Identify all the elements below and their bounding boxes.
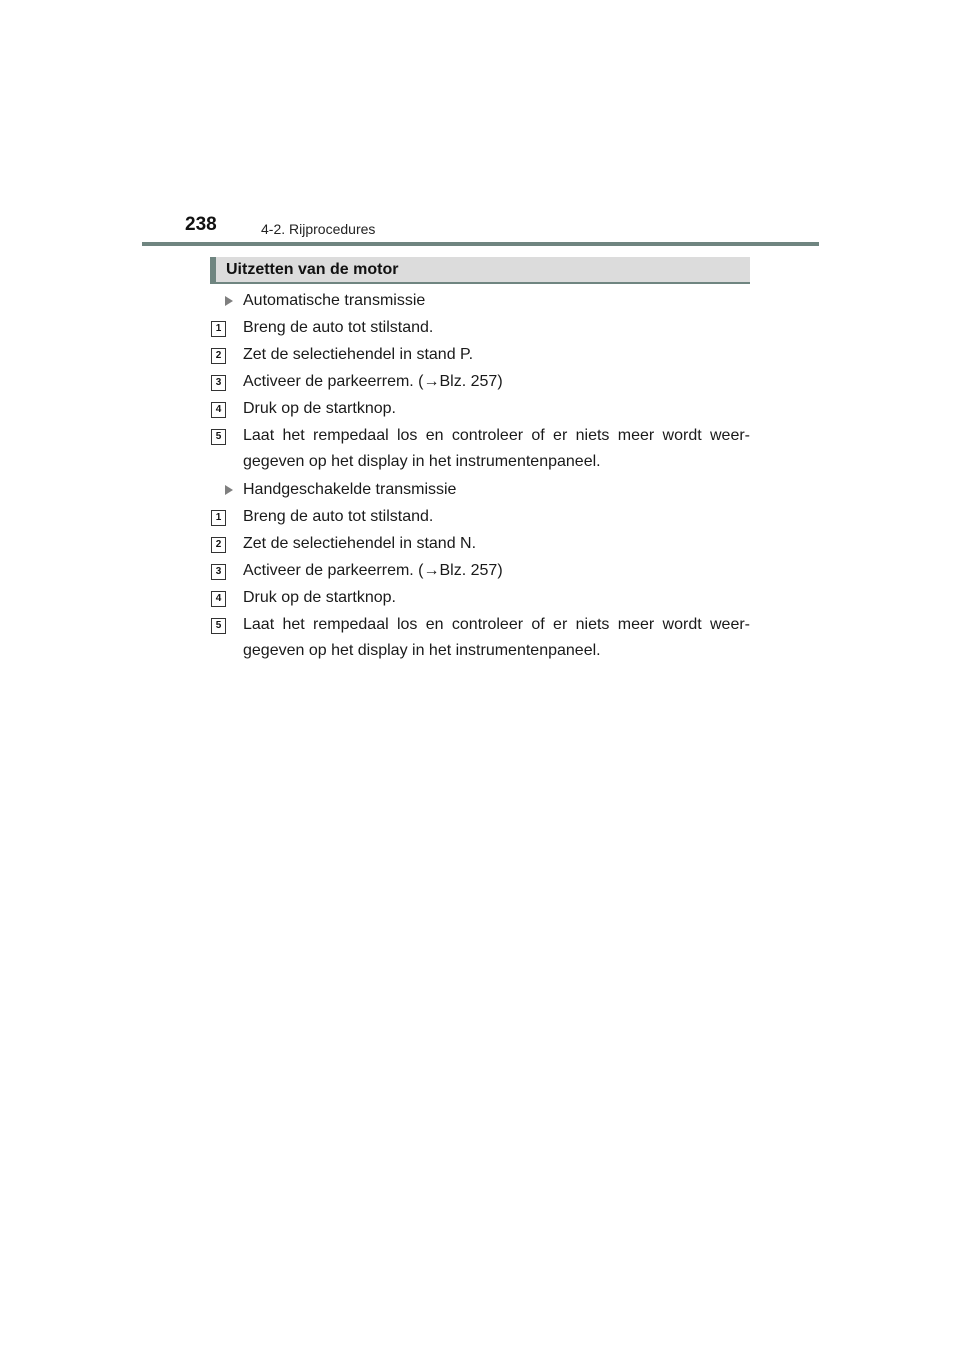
- section-title-accent-bar: [210, 257, 216, 282]
- step-number-badge: 5: [211, 429, 226, 445]
- step-item: [210, 396, 750, 422]
- step-text: Zet de selectiehendel in stand N.: [243, 535, 477, 552]
- step-text: Zet de selectiehendel in stand P.: [243, 346, 474, 363]
- header-rule: [142, 242, 819, 246]
- step-item: [210, 531, 750, 557]
- step-item: [210, 342, 750, 368]
- step-item: [210, 315, 750, 341]
- step-item: [210, 585, 750, 611]
- group-heading-label: Handgeschakelde transmissie: [243, 481, 457, 498]
- triangle-bullet-icon: [225, 296, 233, 306]
- group-heading: [210, 288, 750, 314]
- step-number-badge: 1: [211, 510, 226, 526]
- triangle-bullet-icon: [225, 485, 233, 495]
- step-text: Druk op de startknop.: [243, 589, 396, 606]
- step-item: [210, 423, 750, 475]
- step-item: [210, 558, 750, 584]
- section-title: Uitzetten van de motor: [226, 261, 399, 278]
- step-number-badge: 2: [211, 537, 226, 553]
- step-text: Breng de auto tot stilstand.: [243, 508, 434, 525]
- step-text: Laat het rempedaal los en controleer of er niets meer wordt weer-gegeven op het display in het instrumentenpaneel.: [243, 427, 750, 470]
- step-item: [210, 504, 750, 530]
- step-text: Laat het rempedaal los en controleer of er niets meer wordt weer-gegeven op het display in het instrumentenpaneel.: [243, 616, 750, 659]
- step-number-badge: 2: [211, 348, 226, 364]
- page-number: 238: [185, 214, 217, 235]
- step-number-badge: 1: [211, 321, 226, 337]
- step-text: Activeer de parkeerrem. (→Blz. 257): [243, 562, 503, 579]
- group-heading: [210, 477, 750, 503]
- step-text: Druk op de startknop.: [243, 400, 396, 417]
- chapter-section-label: 4-2. Rijprocedures: [261, 221, 376, 237]
- step-text: Breng de auto tot stilstand.: [243, 319, 434, 336]
- step-text: Activeer de parkeerrem. (→Blz. 257): [243, 373, 503, 390]
- step-number-badge: 5: [211, 618, 226, 634]
- section-title-box: [210, 257, 750, 284]
- group-heading-label: Automatische transmissie: [243, 292, 426, 309]
- step-number-badge: 3: [211, 375, 226, 391]
- step-number-badge: 4: [211, 591, 226, 607]
- instructions: [210, 288, 750, 664]
- step-item: [210, 369, 750, 395]
- step-item: [210, 612, 750, 664]
- step-number-badge: 3: [211, 564, 226, 580]
- step-number-badge: 4: [211, 402, 226, 418]
